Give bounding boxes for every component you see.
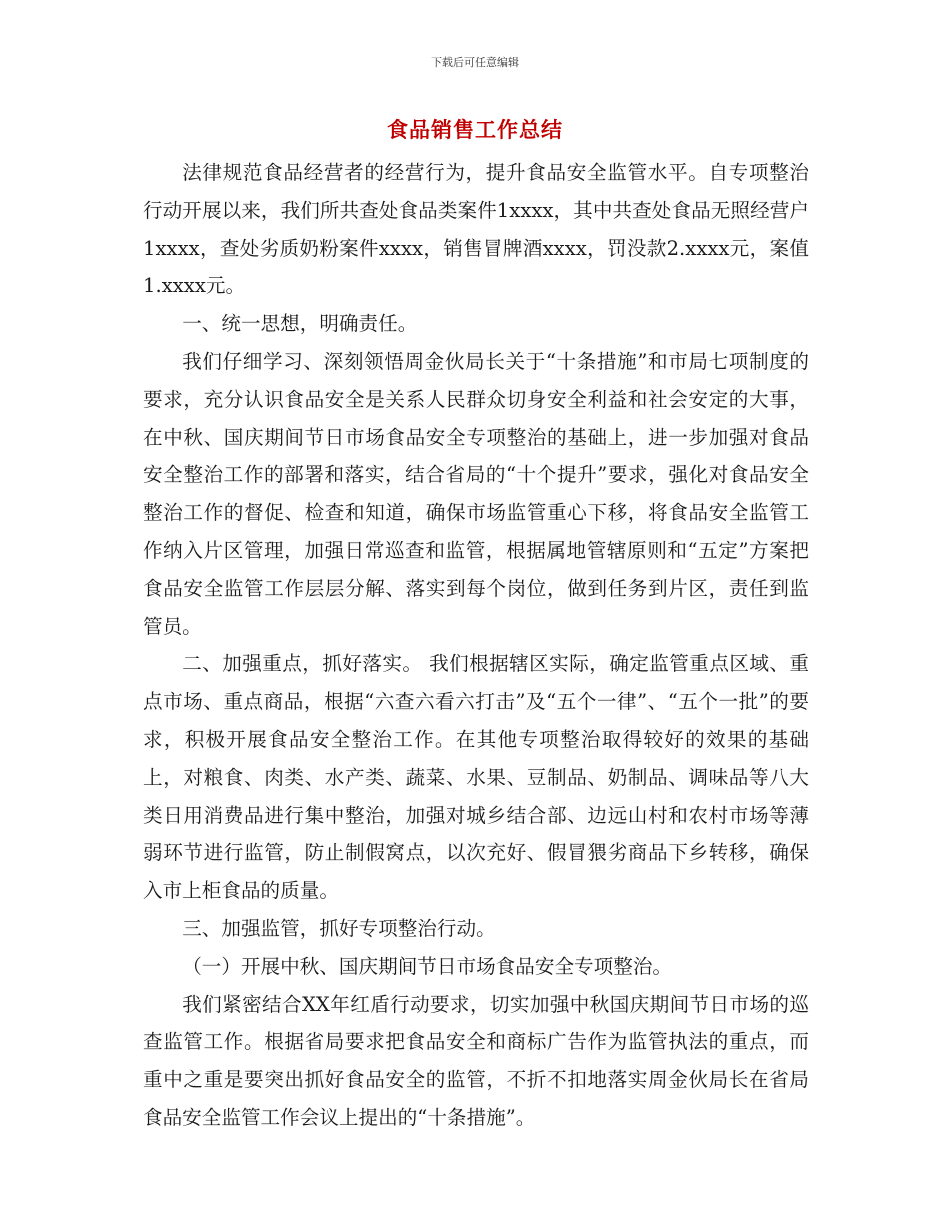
header-note: 下载后可任意编辑: [431, 56, 519, 69]
heading-section-3: 三、加强监管，抓好专项整治行动。: [182, 916, 496, 940]
document-body: [143, 154, 809, 1137]
paragraph-section-2: 二、加强重点，抓好落实。 我们根据辖区实际，确定监管重点区域、重点市场、重点商品，根据“六查六看六打击”及“五个一律”、“五个一批”的要求，积极开展食品安全整治工作。在其他专项整治取得较好的效果的基础上，对粮食、肉类、水产类、蔬菜、水果、豆制品、奶制品、调味品等八大类日用消费品进行集中整治，加强对城乡结合部、边远山村和农村市场等薄弱环节进行监管，防止制假窝点，以次充好、假冒猥劣商品下乡转移，确保入市上柜食品的质量。: [143, 652, 809, 903]
paragraph-intro: 法律规范食品经营者的经营行为，提升食品安全监管水平。自专项整治行动开展以来，我们所共查处食品类案件1xxxx，其中共查处食品无照经营户1xxxx，查处劣质奶粉案件xxxx，销售冒牌酒xxxx，罚没款2.xxxx元，案值1.xxxx元。: [143, 161, 809, 298]
heading-section-1: 一、统一思想，明确责任。: [182, 312, 418, 336]
paragraph-subsection-3-1: 我们紧密结合XX年红盾行动要求，切实加强中秋国庆期间节日市场的巡查监管工作。根据省局要求把食品安全和商标广告作为监管执法的重点，而重中之重是要突出抓好食品安全的监管，不折不扣地落实周金伙局长在省局食品安全监管工作会议上提出的“十条措施”。: [143, 992, 809, 1129]
heading-subsection-3-1: （一）开展中秋、国庆期间节日市场食品安全专项整治。: [182, 954, 673, 978]
document-title: 食品销售工作总结: [387, 117, 563, 142]
paragraph-section-1: 我们仔细学习、深刻领悟周金伙局长关于“十条措施”和市局七项制度的要求，充分认识食品安全是关系人民群众切身安全利益和社会安定的大事，在中秋、国庆期间节日市场食品安全专项整治的基础上，进一步加强对食品安全整治工作的部署和落实，结合省局的“十个提升”要求，强化对食品安全整治工作的督促、检查和知道，确保市场监管重心下移，将食品安全监管工作纳入片区管理，加强日常巡查和监管，根据属地管辖原则和“五定”方案把食品安全监管工作层层分解、落实到每个岗位，做到任务到片区，责任到监管员。: [143, 349, 809, 638]
